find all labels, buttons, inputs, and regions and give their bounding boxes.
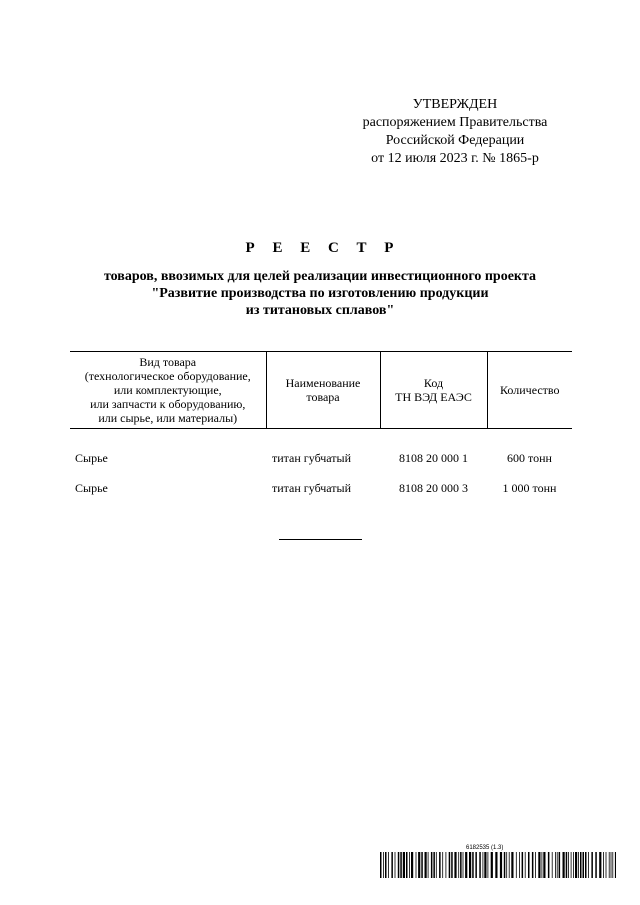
column-header-type: Вид товара (технологическое оборудование, или комплектующие, или запчасти к оборудованию, или сырье, или материалы) [70,352,266,429]
end-separator-line [279,539,362,540]
document-code: 6182535 (1.3) [466,845,504,851]
subtitle-line: "Развитие производства по изготовлению продукции [151,286,489,301]
subtitle-line: товаров, ввозимых для целей реализации инвестиционного проекта [103,269,537,284]
subtitle-line: из титановых сплавов" [245,303,395,318]
approval-heading: УТВЕРЖДЕН [412,97,498,112]
register-subtitle [60,268,580,319]
approval-block [340,96,570,168]
table-row [70,429,572,474]
column-header-code: Код ТН ВЭД ЕАЭС [380,352,487,429]
barcode [380,852,616,878]
column-header-quantity: Количество [487,352,572,429]
table-row [70,473,572,503]
table-header-row [70,352,572,429]
column-header-name: Наименование товара [266,352,380,429]
cell-quantity: 600 тонн [507,451,552,465]
approval-line: распоряжением Правительства [362,115,548,130]
cell-code: 8108 20 000 1 [399,451,468,465]
register-title: Р Е Е С Т Р [245,240,401,256]
cell-name: титан губчатый [272,451,351,465]
approval-date-line: от 12 июля 2023 г. № 1865-р [371,151,539,166]
register-table [70,351,572,503]
cell-quantity: 1 000 тонн [502,481,557,495]
approval-line: Российской Федерации [385,133,525,148]
cell-type: Сырье [75,451,108,465]
cell-name: титан губчатый [272,481,351,495]
cell-type: Сырье [75,481,108,495]
cell-code: 8108 20 000 3 [399,481,468,495]
